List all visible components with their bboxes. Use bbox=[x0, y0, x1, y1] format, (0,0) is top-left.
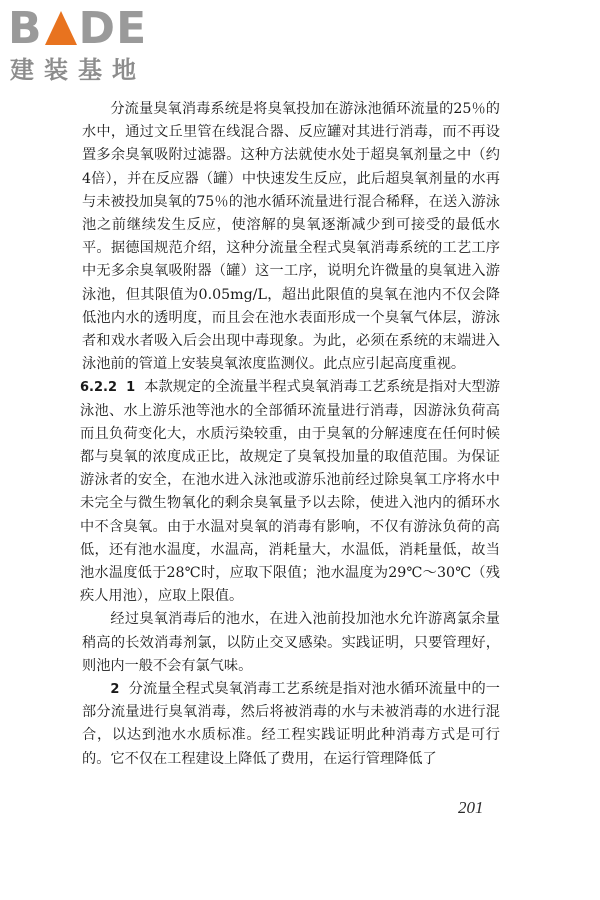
item-number-2: 2 bbox=[110, 682, 120, 698]
logo-wordmark bbox=[8, 3, 148, 54]
paragraph-split-flow-ozone: 分流量臭氧消毒系统是将臭氧投加在游泳池循环流量的25％的水中，通过文丘里管在线混合器、反应罐对其进行消毒，而不再设置多余臭氧吸附过滤器。这种方法就使水处于超臭氧剂量之中（约4倍），并在反应器（罐）中快速发生反应，此后超臭氧剂量的水再与未被投加臭氧的75％的池水循环流量进行混合稀释，在送入游泳池之前继续发生反应，使溶解的臭氧逐渐减少到可接受的最低水平。据德国规范介绍，这种分流量全程式臭氧消毒系统的工艺工序中无多余臭氧吸附器（罐）这一工序，说明允许微量的臭氧进入游泳池，但其限值为0.05mg/L，超出此限值的臭氧在池内不仅会降低池内水的透明度，而且会在池水表面形成一个臭氧气体层，游泳者和戏水者吸入后会出现中毒现象。为此，必须在系统的末端进入泳池前的管道上安装臭氧浓度监测仪。此点应引起高度重视。 bbox=[82, 101, 500, 373]
bade-logo bbox=[8, 3, 178, 86]
page-body bbox=[82, 98, 500, 771]
section-number: 6.2.2 bbox=[80, 380, 118, 396]
paragraph-item-2-text: 分流量全程式臭氧消毒工艺系统是指对池水循环流量中的一部分流量进行臭氧消毒，然后将被消毒的水与未被消毒的水进行混合，以达到池水水质标准。经工程实践证明此种消毒方式是可行的。它不仅在工程建设上降低了费用，在运行管理降低了 bbox=[82, 681, 500, 767]
paragraph-item-2 bbox=[82, 678, 500, 771]
item-number-1: 1 bbox=[126, 380, 136, 396]
logo-letters-de: DE bbox=[78, 3, 148, 54]
paragraph-full-flow-text: 本款规定的全流量半程式臭氧消毒工艺系统是指对大型游泳池、水上游乐池等池水的全部循环流量进行消毒，因游泳负荷高而且负荷变化大，水质污染较重，由于臭氧的分解速度在任何时候都与臭氧的浓度成正比，故规定了臭氧投加量的取值范围。为保证游泳者的安全，在池水进入泳池或游乐池前经过除臭氧工序将水中未完全与微生物氧化的剩余臭氧量予以去除，使进入池内的循环水中不含臭氧。由于水温对臭氧的消毒有影响，不仅有游泳负荷的高低，还有池水温度，水温高，消耗量大，水温低，消耗量低，故当池水温度低于28℃时，应取下限值；池水温度为29℃～30℃（残疾人用池），应取上限值。 bbox=[80, 379, 500, 605]
logo-triangle-icon bbox=[45, 11, 77, 45]
paragraph-section-6-2-2 bbox=[80, 376, 500, 608]
page-number: 201 bbox=[458, 798, 484, 817]
logo-subtitle: 建装基地 bbox=[10, 56, 146, 84]
logo-letter-b: B bbox=[8, 3, 43, 54]
paragraph-chlorine: 经过臭氧消毒后的池水，在进入池前投加池水允许游离氯余量稍高的长效消毒剂氯，以防止交叉感染。实践证明，只要管理好，则池内一般不会有氯气味。 bbox=[82, 611, 500, 674]
